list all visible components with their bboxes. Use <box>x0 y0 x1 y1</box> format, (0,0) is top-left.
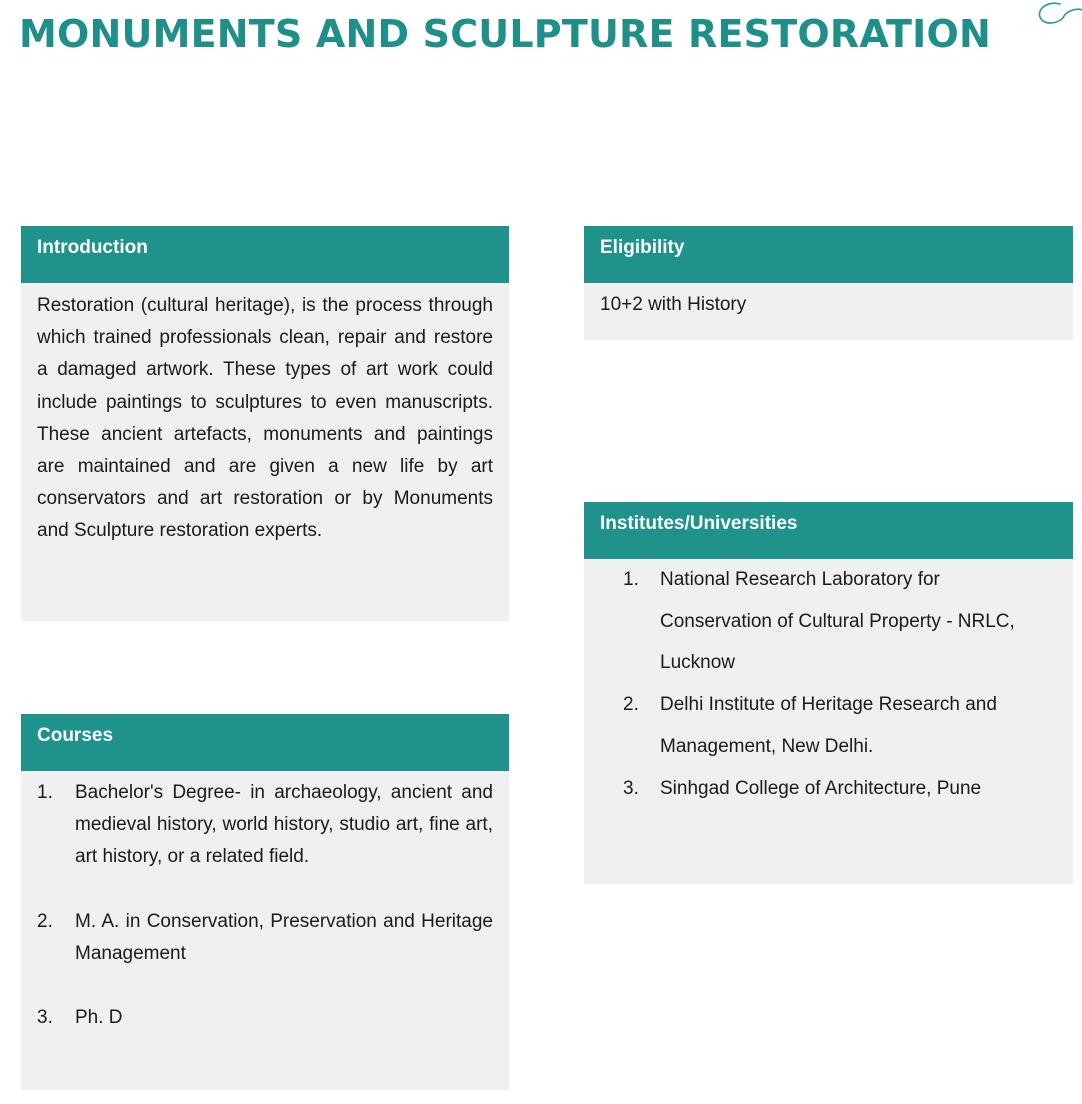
courses-list <box>37 777 493 1034</box>
list-item-text: National Research Laboratory for Conservation of Cultural Property - NRLC, Lucknow <box>660 569 1015 674</box>
list-item-text: Ph. D <box>75 1007 123 1029</box>
list-item-number: 2. <box>623 694 639 716</box>
courses-heading: Courses <box>21 714 509 771</box>
list-item <box>37 906 493 970</box>
list-item <box>623 768 1057 810</box>
list-item-text: Sinhgad College of Architecture, Pune <box>660 777 982 799</box>
introduction-card <box>21 226 509 621</box>
list-item <box>37 777 493 874</box>
eligibility-heading: Eligibility <box>584 226 1073 283</box>
list-item <box>37 1002 493 1034</box>
list-item <box>623 684 1057 767</box>
introduction-heading: Introduction <box>21 226 509 283</box>
list-item-number: 1. <box>37 782 53 803</box>
page-title: MONUMENTS AND SCULPTURE RESTORATION <box>19 12 991 56</box>
list-item-number: 2. <box>37 910 53 932</box>
introduction-text: Restoration (cultural heritage), is the process through which trained professionals clean, repair and restore a damaged artwork. These types of art work could include paintings to sculptures to even manuscripts. These ancient artefacts, monuments and paintings are maintained and are given a new life by art conservators and art restoration or by Monuments and Sculpture restoration experts. <box>37 295 493 542</box>
list-item-text: M. A. in Conservation, Preservation and Heritage Management <box>75 910 493 964</box>
institutes-list <box>623 559 1057 809</box>
eligibility-card <box>584 226 1073 340</box>
institutes-heading: Institutes/Universities <box>584 502 1073 559</box>
list-item <box>623 559 1057 684</box>
list-item-number: 3. <box>623 777 639 799</box>
swirl-ornament-icon <box>1032 0 1082 32</box>
list-item-text: Bachelor's Degree- in archaeology, ancient and medieval history, world history, studio art, fine art, art history, or a related field. <box>75 782 493 868</box>
courses-card <box>21 714 509 1090</box>
eligibility-text: 10+2 with History <box>600 294 747 315</box>
list-item-number: 1. <box>623 569 639 590</box>
list-item-number: 3. <box>37 1007 53 1029</box>
list-item-text: Delhi Institute of Heritage Research and Management, New Delhi. <box>660 694 997 757</box>
institutes-card <box>584 502 1073 884</box>
